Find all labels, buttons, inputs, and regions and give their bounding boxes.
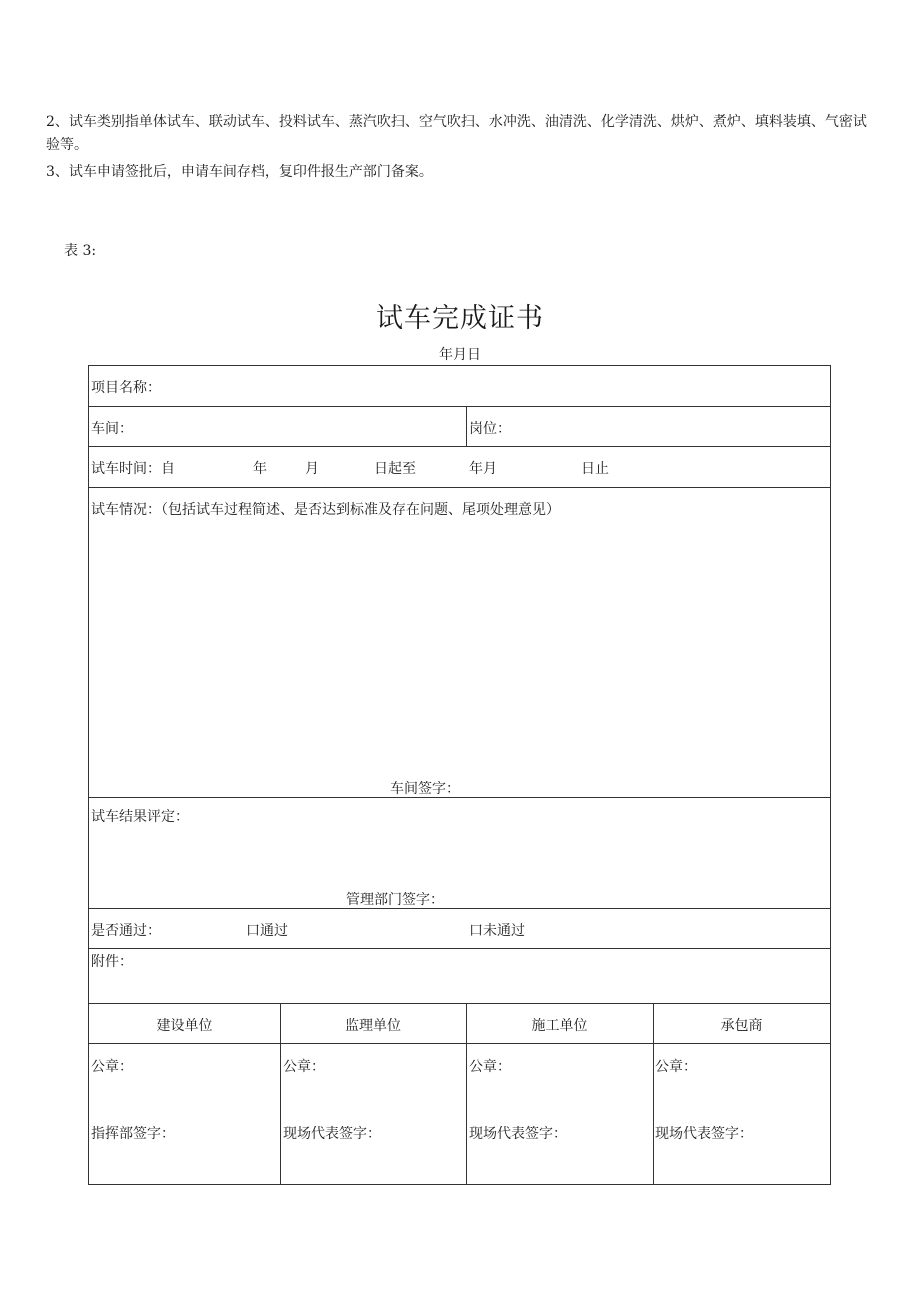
- row-divider: [89, 1043, 830, 1044]
- pass-option: 口通过: [246, 923, 288, 939]
- post-label: 岗位：: [469, 421, 511, 437]
- unit-header-supervision: 监理单位: [345, 1018, 401, 1034]
- pass-question-label: 是否通过：: [91, 923, 161, 939]
- seal-label: 公章：: [655, 1059, 697, 1075]
- row-divider: [89, 908, 830, 909]
- signature-label: 现场代表签字：: [283, 1126, 381, 1142]
- note-item-2: 2、试车类别指单体试车、联动试车、投料试车、蒸汽吹扫、空气吹扫、水冲洗、油清洗、化学清洗、烘炉、煮炉、填料装填、气密试验等。: [46, 114, 867, 153]
- date-line: 年月日: [439, 347, 481, 363]
- seal-label: 公章：: [283, 1059, 325, 1075]
- column-divider: [466, 406, 467, 446]
- trial-time-year-month: 年月: [469, 461, 497, 477]
- workshop-label: 车间：: [91, 421, 133, 437]
- trial-time-label: 试车时间：自: [91, 461, 175, 477]
- signature-label: 现场代表签字：: [655, 1126, 753, 1142]
- trial-situation-label: 试车情况：（包括试车过程简述、是否达到标准及存在问题、尾项处理意见）: [91, 502, 560, 518]
- unit-header-construction: 建设单位: [156, 1018, 213, 1034]
- trial-result-label: 试车结果评定：: [91, 809, 189, 825]
- unit-header-builder: 施工单位: [531, 1018, 588, 1034]
- trial-time-year: 年: [253, 461, 267, 477]
- attachment-label: 附件：: [91, 954, 133, 970]
- workshop-signature-label: 车间签字：: [390, 781, 460, 797]
- fail-option: 口未通过: [469, 923, 525, 939]
- project-name-label: 项目名称：: [91, 380, 161, 396]
- signature-label: 指挥部签字：: [91, 1126, 175, 1142]
- row-divider: [89, 487, 830, 488]
- table-label: 表 3:: [64, 243, 97, 259]
- row-divider: [89, 446, 830, 447]
- trial-time-day-from: 日起至: [374, 461, 416, 477]
- row-divider: [89, 406, 830, 407]
- seal-label: 公章：: [469, 1059, 511, 1075]
- trial-time-month: 月: [305, 461, 319, 477]
- seal-label: 公章：: [91, 1059, 133, 1075]
- trial-time-day-to: 日止: [581, 461, 609, 477]
- management-signature-label: 管理部门签字：: [346, 892, 444, 908]
- row-divider: [89, 1003, 830, 1004]
- note-item-3: 3、试车申请签批后，申请车间存档，复印件报生产部门备案。: [46, 164, 433, 180]
- unit-header-contractor: 承包商: [720, 1018, 763, 1034]
- signature-label: 现场代表签字：: [469, 1126, 567, 1142]
- row-divider: [89, 948, 830, 949]
- certificate-form-table: [88, 365, 831, 1185]
- page-title: 试车完成证书: [376, 303, 544, 334]
